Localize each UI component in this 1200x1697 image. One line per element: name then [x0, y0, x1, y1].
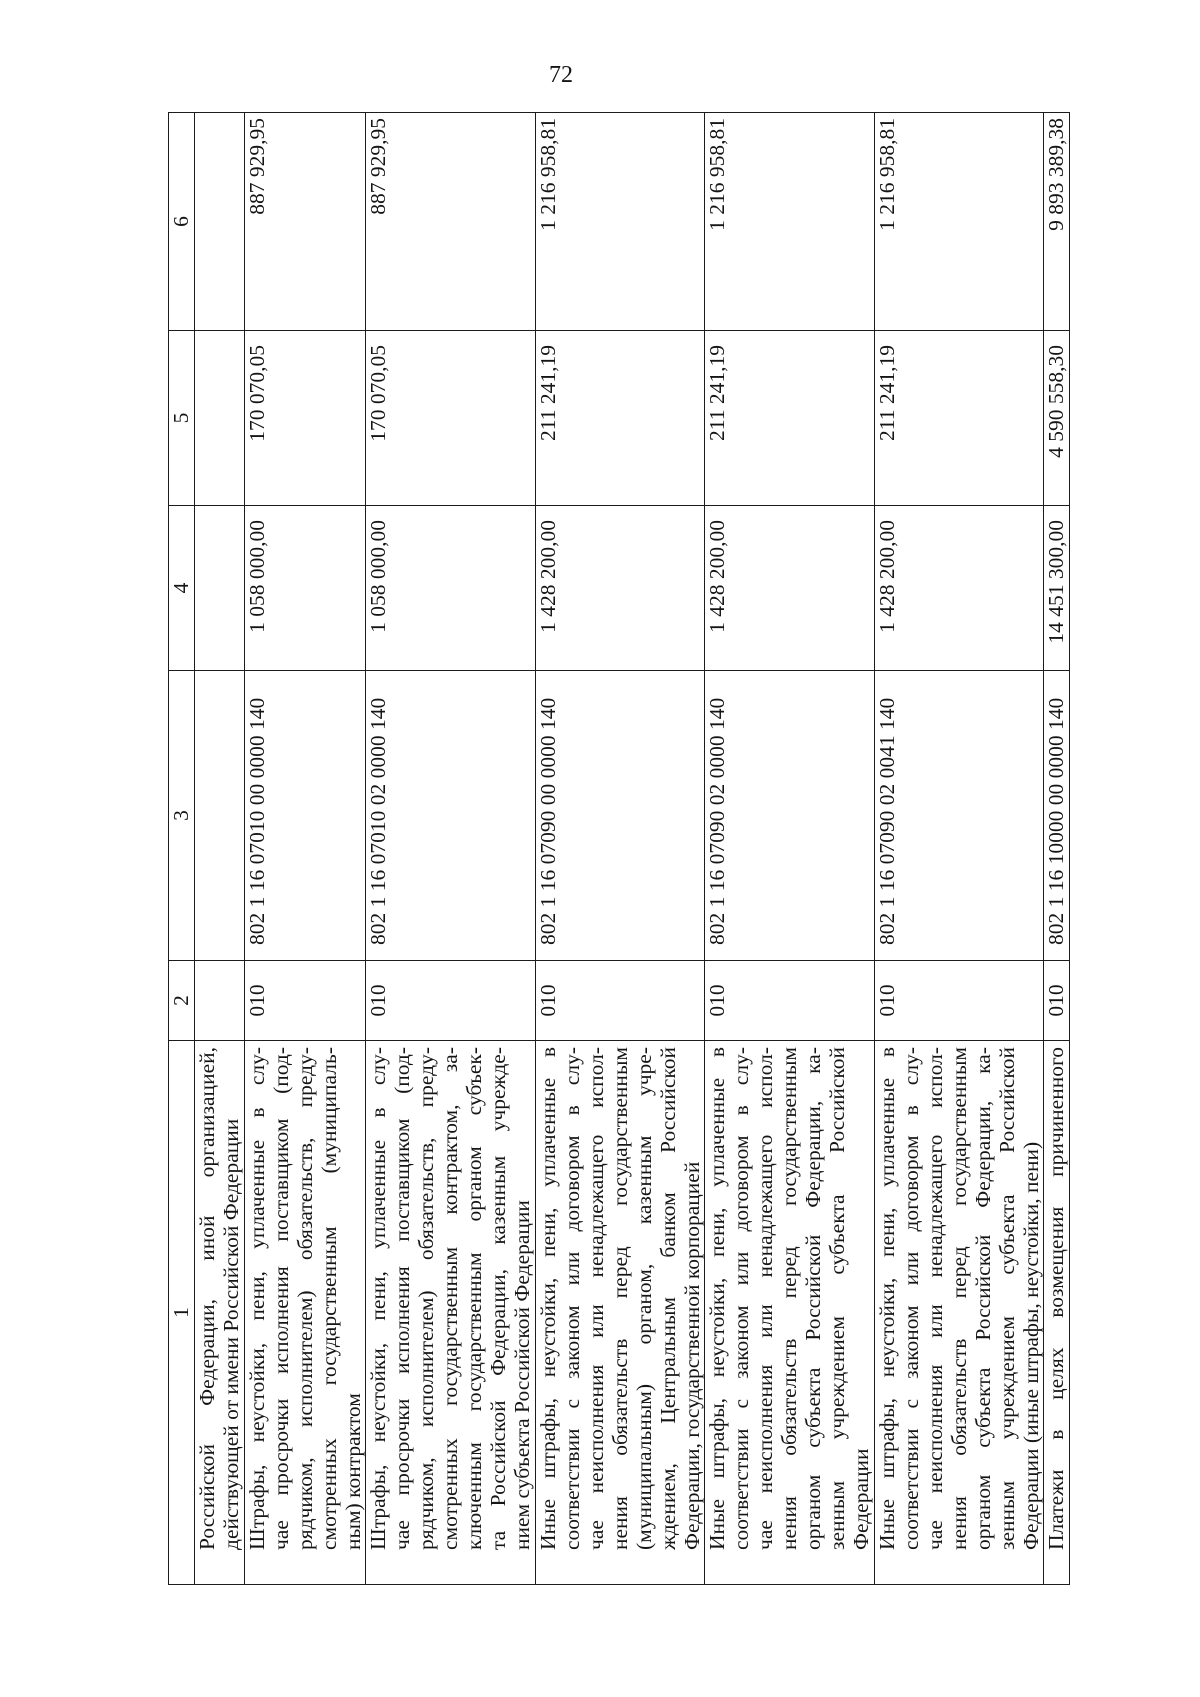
amount-cell: 170 070,05	[366, 330, 536, 505]
text-line: нения обязательств перед государственным	[607, 1047, 632, 1550]
text-line: чае неисполнения или ненадлежащего испол-	[922, 1047, 947, 1550]
text-line: нием субъекта Российской Федерации	[510, 1200, 534, 1550]
header-cell-1: 1	[168, 1040, 195, 1585]
description-cell	[245, 1040, 367, 1585]
code-cell: 802 1 16 07090 02 0041 140	[875, 670, 1045, 960]
text-line: ключенным государственным органом субъек-	[462, 1047, 486, 1550]
text-line: смотренных государственным (муниципаль-	[316, 1047, 341, 1550]
table-row	[366, 112, 536, 1585]
amount-cell: 1 428 200,00	[875, 505, 1045, 670]
code-cell: 802 1 16 10000 00 0000 140	[1044, 670, 1070, 960]
text-line: органом субъекта Российской Федерации, ка-	[801, 1047, 825, 1550]
text-line: Штрафы, неустойки, пени, уплаченные в слу-	[366, 1047, 390, 1550]
table-row	[536, 112, 706, 1585]
text-line: рядчиком, исполнителем) обязательств, преду-	[292, 1047, 317, 1550]
table-row	[195, 112, 245, 1585]
description-cell	[366, 1040, 536, 1585]
text-line: чае просрочки исполнения поставщиком (под-	[268, 1047, 293, 1550]
description-cell	[705, 1040, 875, 1585]
text-line: действующей от имени Российской Федерации	[219, 1118, 243, 1550]
amount-cell: 1 058 000,00	[245, 505, 367, 670]
code-cell	[195, 960, 245, 1040]
text-line: Федерации, государственной корпорацией	[679, 1161, 704, 1550]
amount-cell: 4 590 558,30	[1044, 330, 1070, 505]
code-cell	[195, 670, 245, 960]
amount-cell: 887 929,95	[245, 112, 367, 330]
text-line: Российской Федерации, иной организацией,	[195, 1047, 219, 1550]
text-line: Федерации (иные штрафы, неустойки, пени)	[1018, 1141, 1043, 1550]
table-header-row	[168, 112, 195, 1585]
amount-cell: 9 893 389,38	[1044, 112, 1070, 330]
description-cell	[536, 1040, 706, 1585]
code-cell: 802 1 16 07090 00 0000 140	[536, 670, 706, 960]
text-line: нения обязательств перед государственным	[777, 1047, 801, 1550]
data-table	[168, 112, 1070, 1585]
amount-cell: 1 216 958,81	[536, 112, 706, 330]
text-line: чае неисполнения или ненадлежащего испол-	[583, 1047, 608, 1550]
code-cell: 010	[536, 960, 706, 1040]
code-cell: 010	[875, 960, 1045, 1040]
amount-cell: 887 929,95	[366, 112, 536, 330]
code-cell: 802 1 16 07010 02 0000 140	[366, 670, 536, 960]
amount-cell: 170 070,05	[245, 330, 367, 505]
page-number: 72	[549, 62, 573, 88]
amount-cell: 1 428 200,00	[536, 505, 706, 670]
description-cell	[875, 1040, 1045, 1585]
text-line: ждением, Центральным банком Российской	[655, 1047, 680, 1550]
amount-cell	[195, 112, 245, 330]
amount-cell	[195, 330, 245, 505]
header-cell-4: 4	[168, 505, 195, 670]
code-cell: 010	[705, 960, 875, 1040]
text-line: та Российской Федерации, казенным учрежде-	[486, 1047, 510, 1550]
text-line: Иные штрафы, неустойки, пени, уплаченные в	[535, 1047, 560, 1550]
text-line: Платежи в целях возмещения причиненного	[1044, 1047, 1068, 1550]
text-line: нения обязательств перед государственным	[946, 1047, 971, 1550]
code-cell: 010	[245, 960, 367, 1040]
text-line: Штрафы, неустойки, пени, уплаченные в слу-	[244, 1047, 269, 1550]
table-row	[705, 112, 875, 1585]
amount-cell: 1 058 000,00	[366, 505, 536, 670]
amount-cell: 211 241,19	[875, 330, 1045, 505]
table-row	[875, 112, 1045, 1585]
header-cell-6: 6	[168, 112, 195, 330]
text-line: Иные штрафы, неустойки, пени, уплаченные в	[705, 1047, 729, 1550]
code-cell: 802 1 16 07010 00 0000 140	[245, 670, 367, 960]
code-cell: 010	[1044, 960, 1070, 1040]
amount-cell: 1 216 958,81	[875, 112, 1045, 330]
header-cell-2: 2	[168, 960, 195, 1040]
code-cell: 802 1 16 07090 02 0000 140	[705, 670, 875, 960]
description-cell	[1044, 1040, 1070, 1585]
amount-cell: 1 216 958,81	[705, 112, 875, 330]
amount-cell: 14 451 300,00	[1044, 505, 1070, 670]
text-line: рядчиком, исполнителем) обязательств, преду-	[414, 1047, 438, 1550]
code-cell: 010	[366, 960, 536, 1040]
text-line: (муниципальным) органом, казенным учре-	[631, 1047, 656, 1550]
header-cell-5: 5	[168, 330, 195, 505]
text-line: зенным учреждением субъекта Российской	[825, 1047, 849, 1550]
text-line: ным) контрактом	[340, 1393, 365, 1550]
text-line: чае просрочки исполнения поставщиком (под-	[390, 1047, 414, 1550]
text-line: органом субъекта Российской Федерации, ка-	[970, 1047, 995, 1550]
description-cell	[195, 1040, 245, 1585]
amount-cell: 1 428 200,00	[705, 505, 875, 670]
text-line: смотренных государственным контрактом, за-	[438, 1047, 462, 1550]
text-line: Иные штрафы, неустойки, пени, уплаченные в	[874, 1047, 899, 1550]
amount-cell: 211 241,19	[705, 330, 875, 505]
table-row	[245, 112, 367, 1585]
amount-cell: 211 241,19	[536, 330, 706, 505]
table-row	[1044, 112, 1070, 1585]
text-line: чае неисполнения или ненадлежащего испол-	[753, 1047, 777, 1550]
text-line: соответствии с законом или договором в слу-	[729, 1047, 753, 1550]
header-cell-3: 3	[168, 670, 195, 960]
text-line: зенным учреждением субъекта Российской	[994, 1047, 1019, 1550]
text-line: Федерации	[849, 1448, 873, 1550]
text-line: соответствии с законом или договором в слу-	[898, 1047, 923, 1550]
amount-cell	[195, 505, 245, 670]
text-line: соответствии с законом или договором в слу-	[559, 1047, 584, 1550]
